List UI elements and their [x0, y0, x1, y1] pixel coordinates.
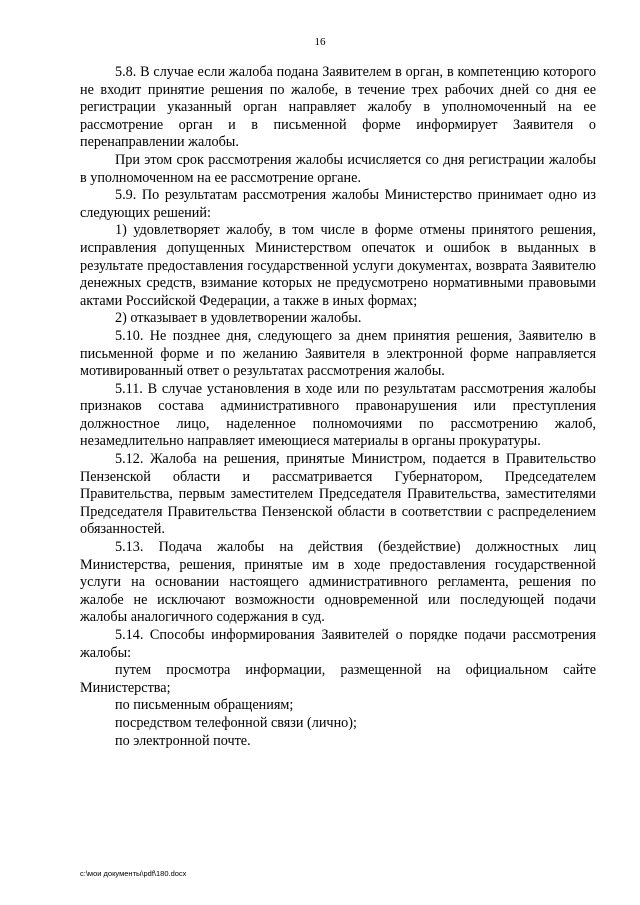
list-item-satisfy: 1) удовлетворяет жалобу, в том числе в форме отмены принятого решения, исправления допущенных Министерством опечаток и ошибок в выданных в результате предоставления государственной услуги документах, возврата Заявителю денежных средств, взимание которых не предусмотрено нормативными правовыми актами Российской Федерации, а также в иных формах;: [80, 222, 596, 309]
paragraph-5-10: 5.10. Не позднее дня, следующего за днем принятия решения, Заявителю в письменной форме и по желанию Заявителя в электронной форме направляется мотивированный ответ о результатах рассмотрения жалобы.: [80, 327, 596, 380]
paragraph-5-9: 5.9. По результатам рассмотрения жалобы Министерство принимает одно из следующих решений:: [80, 187, 596, 221]
paragraph-5-12: 5.12. Жалоба на решения, принятые Министром, подается в Правительство Пензенской области и рассматривается Губернатором, Председателем Правительства, первым заместителем Председателя Правительства, заместителями Председателя Правительства Пензенской области в соответствии с распределением обязанностей.: [80, 451, 596, 538]
page-number: 16: [314, 36, 326, 48]
list-item-email: по электронной почте.: [115, 732, 251, 749]
paragraph-5-13: 5.13. Подача жалобы на действия (бездействие) должностных лиц Министерства, решения, принятые им в ходе предоставления государственной услуги на основании настоящего административного регламента, решения по жалобе не исключают возможности одновременной или последующей подачи жалобы аналогичного содержания в суд.: [80, 539, 596, 626]
list-item-refuse: 2) отказывает в удовлетворении жалобы.: [115, 310, 362, 327]
paragraph-5-14: 5.14. Способы информирования Заявителей о порядке подачи рассмотрения жалобы:: [80, 627, 596, 661]
document-body: [80, 64, 596, 750]
list-item-written: по письменным обращениям;: [115, 697, 294, 714]
list-item-phone: посредством телефонной связи (лично);: [115, 714, 357, 731]
list-item-website: путем просмотра информации, размещенной на официальном сайте Министерства;: [80, 662, 596, 696]
paragraph-5-11: 5.11. В случае установления в ходе или по результатам рассмотрения жалобы признаков состава административного правонарушения или преступления должностное лицо, наделенное полномочиями по рассмотрению жалоб, незамедлительно направляет имеющиеся материалы в органы прокуратуры.: [80, 380, 596, 450]
paragraph-review-period: При этом срок рассмотрения жалобы исчисляется со дня регистрации жалобы в уполномоченном на ее рассмотрение органе.: [80, 151, 596, 186]
file-path-footer: c:\мои документы\pdf\180.docx: [80, 869, 187, 878]
paragraph-5-8: 5.8. В случае если жалоба подана Заявителем в орган, в компетенцию которого не входит принятие решения по жалобе, в течение трех рабочих дней со дня ее регистрации указанный орган направляет жалобу в уполномоченный на ее рассмотрение орган и в письменной форме информирует Заявителя о перенаправлении жалобы.: [80, 64, 596, 151]
